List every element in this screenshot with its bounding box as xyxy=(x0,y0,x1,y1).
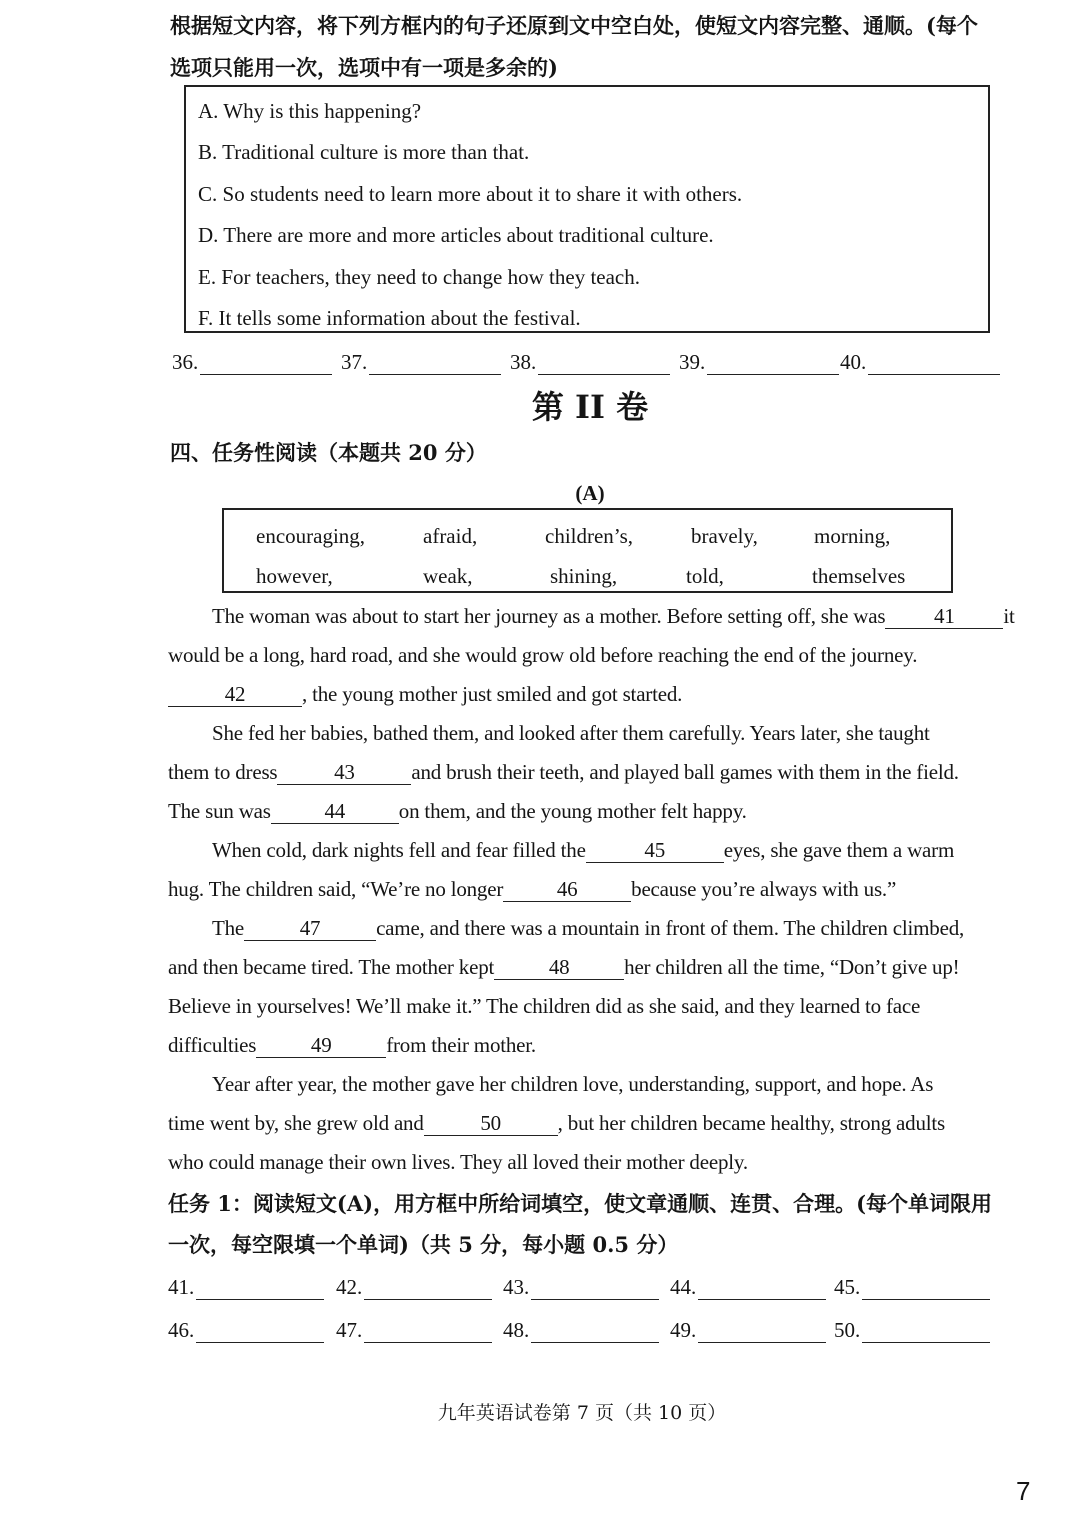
answer-44[interactable]: 44. xyxy=(670,1275,826,1300)
option-e: E. For teachers, they need to change how they teach. xyxy=(198,265,640,289)
word-bravely: bravely, xyxy=(691,524,758,548)
passage-line: who could manage their own lives. They all loved their mother deeply. xyxy=(168,1150,748,1174)
passage-line: time went by, she grew old and 50 , but her children became healthy, strong adults xyxy=(168,1111,946,1135)
passage-line: difficulties 49 from their mother. xyxy=(168,1033,536,1057)
section-title: 四、任务性阅读（本题共 20 分） xyxy=(170,440,487,465)
blank-48[interactable]: 48 xyxy=(494,955,624,980)
blank-49[interactable]: 49 xyxy=(256,1033,386,1058)
answer-38[interactable]: 38. xyxy=(510,350,670,375)
options-box xyxy=(184,85,990,333)
passage-line: would be a long, hard road, and she would grow old before reaching the end of the journey. xyxy=(168,643,918,667)
answer-48[interactable]: 48. xyxy=(503,1318,659,1343)
option-f: F. It tells some information about the festival. xyxy=(198,306,581,330)
passage-line: 42 , the young mother just smiled and got started. xyxy=(168,682,1008,707)
passage-line: them to dress 43 and brush their teeth, and played ball games with them in the field. xyxy=(168,760,959,784)
passage-line: Year after year, the mother gave her children love, understanding, support, and hope. As xyxy=(212,1072,934,1096)
blank-41[interactable]: 41 xyxy=(885,604,1003,629)
answer-49[interactable]: 49. xyxy=(670,1318,826,1343)
option-a: A. Why is this happening? xyxy=(198,99,422,123)
passage-line: When cold, dark nights fell and fear filled the 45 eyes, she gave them a warm xyxy=(212,838,955,862)
word-afraid: afraid, xyxy=(423,524,478,548)
answer-36[interactable]: 36. xyxy=(172,350,332,375)
blank-50[interactable]: 50 xyxy=(424,1111,558,1136)
answer-row-46-50 xyxy=(168,1318,1008,1348)
option-c: C. So students need to learn more about it to share it with others. xyxy=(198,182,743,206)
word-bank xyxy=(222,508,953,593)
word-themselves: themselves xyxy=(812,564,906,588)
blank-42[interactable]: 42 xyxy=(168,682,302,707)
passage-line: She fed her babies, bathed them, and looked after them carefully. Years later, she taught xyxy=(212,721,930,745)
passage-line: and then became tired. The mother kept 48 her children all the time, “Don’t give up! xyxy=(168,955,960,979)
volume-title: 第 II 卷 xyxy=(531,388,649,426)
answer-41[interactable]: 41. xyxy=(168,1275,324,1300)
page-number: 7 xyxy=(1016,1476,1031,1506)
option-d: D. There are more and more articles about traditional culture. xyxy=(198,223,714,247)
blank-46[interactable]: 46 xyxy=(503,877,631,902)
instruction-line-2: 选项只能用一次，选项中有一项是多余的) xyxy=(170,55,558,80)
answer-40[interactable]: 40. xyxy=(840,350,1000,375)
answer-47[interactable]: 47. xyxy=(336,1318,492,1343)
answer-37[interactable]: 37. xyxy=(341,350,501,375)
answer-46[interactable]: 46. xyxy=(168,1318,324,1343)
word-childrens: children’s, xyxy=(545,524,634,548)
word-morning: morning, xyxy=(814,524,891,548)
option-b: B. Traditional culture is more than that. xyxy=(198,140,530,164)
answer-42[interactable]: 42. xyxy=(336,1275,492,1300)
passage-line: hug. The children said, “We’re no longer 46 because you’re always with us.” xyxy=(168,877,897,901)
answer-row-36-40 xyxy=(172,350,1012,380)
task1-line-1: 任务 1：阅读短文(A)，用方框中所给词填空，使文章通顺、连贯、合理。(每个单词限用 xyxy=(168,1191,993,1216)
passage-label: (A) xyxy=(575,481,605,505)
word-weak: weak, xyxy=(423,564,473,588)
instruction-line-1: 根据短文内容，将下列方框内的句子还原到文中空白处，使短文内容完整、通顺。(每个 xyxy=(170,13,978,38)
word-however: however, xyxy=(256,564,333,588)
blank-43[interactable]: 43 xyxy=(277,760,411,785)
answer-50[interactable]: 50. xyxy=(834,1318,990,1343)
passage-line: Believe in yourselves! We’ll make it.” The children did as she said, and they learned to face xyxy=(168,994,921,1018)
answer-45[interactable]: 45. xyxy=(834,1275,990,1300)
answer-43[interactable]: 43. xyxy=(503,1275,659,1300)
word-encouraging: encouraging, xyxy=(256,524,366,548)
blank-45[interactable]: 45 xyxy=(586,838,724,863)
task1-line-2: 一次，每空限填一个单词)（共 5 分，每小题 0.5 分） xyxy=(168,1232,679,1257)
blank-44[interactable]: 44 xyxy=(271,799,399,824)
word-told: told, xyxy=(686,564,724,588)
passage-line: The 47 came, and there was a mountain in front of them. The children climbed, xyxy=(212,916,965,940)
passage-line: The woman was about to start her journey as a mother. Before setting off, she was 41 it xyxy=(212,604,1015,628)
answer-row-41-45 xyxy=(168,1275,1008,1305)
page-footer: 九年英语试卷第 7 页（共 10 页） xyxy=(437,1402,727,1424)
word-shining: shining, xyxy=(550,564,618,588)
blank-47[interactable]: 47 xyxy=(244,916,376,941)
answer-39[interactable]: 39. xyxy=(679,350,839,375)
passage-line: The sun was 44 on them, and the young mother felt happy. xyxy=(168,799,747,823)
